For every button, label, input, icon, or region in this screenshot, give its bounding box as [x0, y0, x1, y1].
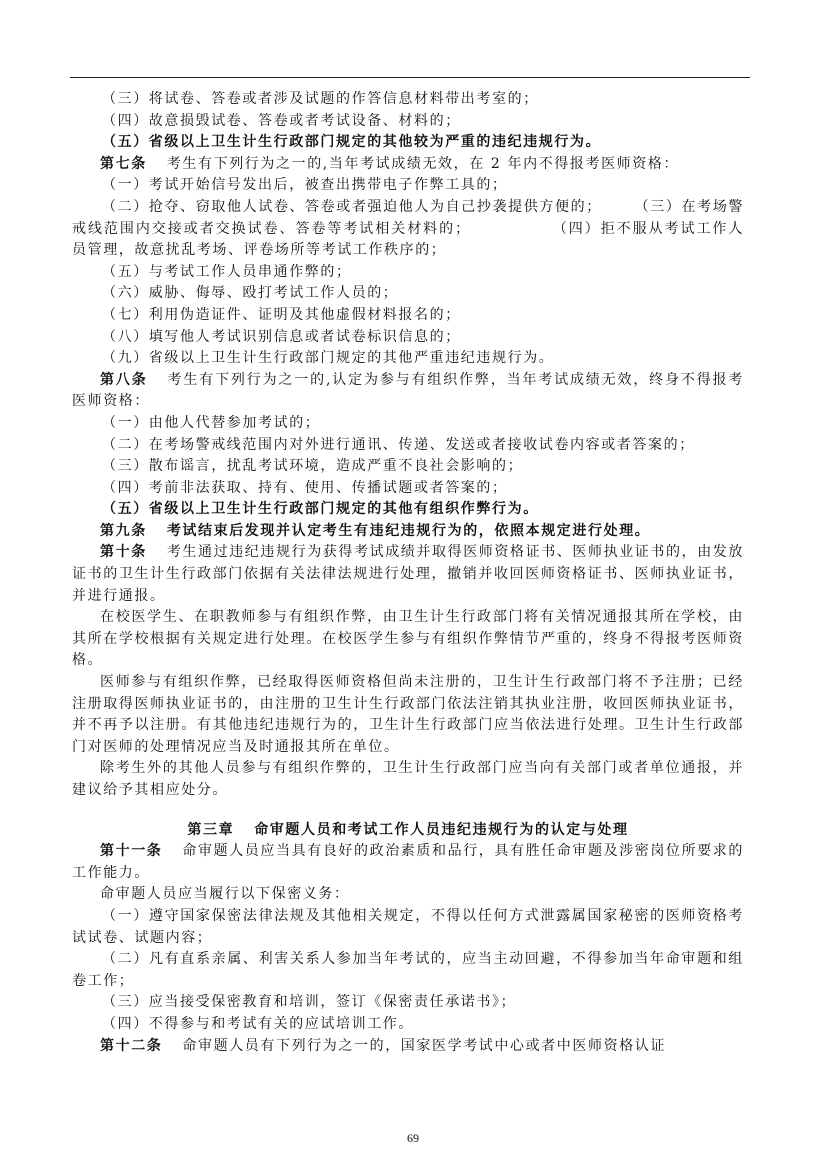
chapter-number: 第三章 — [187, 821, 235, 838]
article-10 — [72, 542, 744, 607]
list-item: （二）抢夺、窃取他人试卷、答卷或者强迫他人为自己抄袭提供方便的； （三）在考场警戒线范围内交接或者交换试卷、答卷等考试相关材料的； （四）拒不服从考试工作人员管理，故意扰乱考场、评卷场所等考试工作秩序的； — [72, 198, 744, 259]
list-item: （八）填写他人考试识别信息或者试卷标识信息的； — [102, 328, 461, 345]
article-9 — [72, 521, 744, 543]
article-label: 第十二条 — [100, 1037, 163, 1054]
article-text: 考生有下列行为之一的,当年考试成绩无效，在 2 年内不得报考医师资格： — [166, 155, 680, 172]
list-item: （三）将试卷、答卷或者涉及试题的作答信息材料带出考室的； — [102, 91, 539, 107]
list-item: （六）威胁、侮辱、殴打考试工作人员的； — [102, 285, 399, 302]
article-text: 命审题人员有下列行为之一的，国家医学考试中心或者中医师资格认证 — [182, 1037, 667, 1054]
list-item: （五）省级以上卫生计生行政部门规定的其他较为严重的违纪违规行为。 — [102, 134, 602, 151]
article-label: 第九条 — [100, 522, 147, 539]
list-item: （二）凡有直系亲属、利害关系人参加当年考试的，应当主动回避，不得参加当年命审题和组卷工作； — [72, 951, 744, 989]
chapter-title: 命审题人员和考试工作人员违纪违规行为的认定与处理 — [254, 821, 629, 838]
article-label: 第十条 — [100, 544, 147, 561]
article-text: 命审题人员应当具有良好的政治素质和品行，具有胜任命审题及涉密岗位所要求的工作能力。 — [72, 843, 745, 881]
paragraph: 命审题人员应当履行以下保密义务： — [100, 886, 350, 903]
article-label: 第十一条 — [100, 843, 163, 860]
list-item: （一）由他人代替参加考试的； — [102, 414, 321, 431]
list-item: （四）考前非法获取、持有、使用、传播试题或者答案的； — [102, 479, 508, 496]
article-label: 第八条 — [100, 371, 148, 388]
paragraph: 除考生外的其他人员参与有组织作弊的，卫生计生行政部门应当向有关部门或者单位通报，并建议给予其相应处分。 — [72, 760, 744, 798]
article-8 — [72, 370, 744, 413]
paragraph: 在校医学生、在职教师参与有组织作弊，由卫生计生行政部门将有关情况通报其所在学校，由其所在学校根据有关规定进行处理。在校医学生参与有组织作弊情节严重的，终身不得报考医师资格。 — [72, 609, 744, 669]
article-11 — [72, 841, 744, 884]
article-text: 考试结束后发现并认定考生有违纪违规行为的，依照本规定进行处理。 — [166, 522, 651, 539]
chapter-heading — [72, 820, 744, 842]
list-item: （九）省级以上卫生计生行政部门规定的其他严重违纪违规行为。 — [102, 350, 555, 367]
list-item: （四）故意损毁试卷、答卷或者考试设备、材料的； — [102, 112, 461, 129]
list-item: （二）在考场警戒线范围内对外进行通讯、传递、发送或者接收试卷内容或者答案的； — [102, 436, 695, 453]
list-item: （四）不得参与和考试有关的应试培训工作。 — [102, 1015, 414, 1032]
article-label: 第七条 — [100, 155, 147, 172]
list-item: （七）利用伪造证件、证明及其他虚假材料报名的； — [102, 306, 461, 323]
list-item: （三）应当接受保密教育和培训，签订《保密责任承诺书》； — [102, 994, 517, 1011]
page-number: 69 — [407, 1131, 419, 1145]
list-item: （一）遵守国家保密法律法规及其他相关规定，不得以任何方式泄露属国家秘密的医师资格考试试卷、试题内容； — [72, 907, 744, 946]
article-7 — [72, 154, 744, 176]
document-body — [72, 89, 744, 1057]
paragraph: 医师参与有组织作弊，已经取得医师资格但尚未注册的，卫生计生行政部门将不予注册；已经注册取得医师执业证书的，由注册的卫生计生行政部门依法注销其执业注册，收回医师执业证书，并不再予以注册。有其他违纪违规行为的，卫生计生行政部门应当依法进行处理。卫生计生行政部门对医师的处理情况应当及时通报其所在单位。 — [72, 674, 744, 755]
article-text: 考生有下列行为之一的,认定为参与有组织作弊，当年考试成绩无效，终身不得报考医师资格： — [72, 371, 744, 410]
list-item: （五）与考试工作人员串通作弊的； — [102, 263, 352, 280]
list-item: （五）省级以上卫生计生行政部门规定的其他有组织作弊行为。 — [102, 501, 539, 518]
list-item: （一）考试开始信号发出后，被查出携带电子作弊工具的； — [102, 177, 508, 194]
list-item: （三）散布谣言，扰乱考试环境，造成严重不良社会影响的； — [102, 458, 524, 475]
header-rule — [70, 77, 750, 78]
article-text: 考生通过违纪违规行为获得考试成绩并取得医师资格证书、医师执业证书的，由发放证书的卫生计生行政部门依据有关法律法规进行处理，撤销并收回医师资格证书、医师执业证书，并进行通报。 — [72, 544, 745, 604]
article-12 — [72, 1036, 744, 1058]
